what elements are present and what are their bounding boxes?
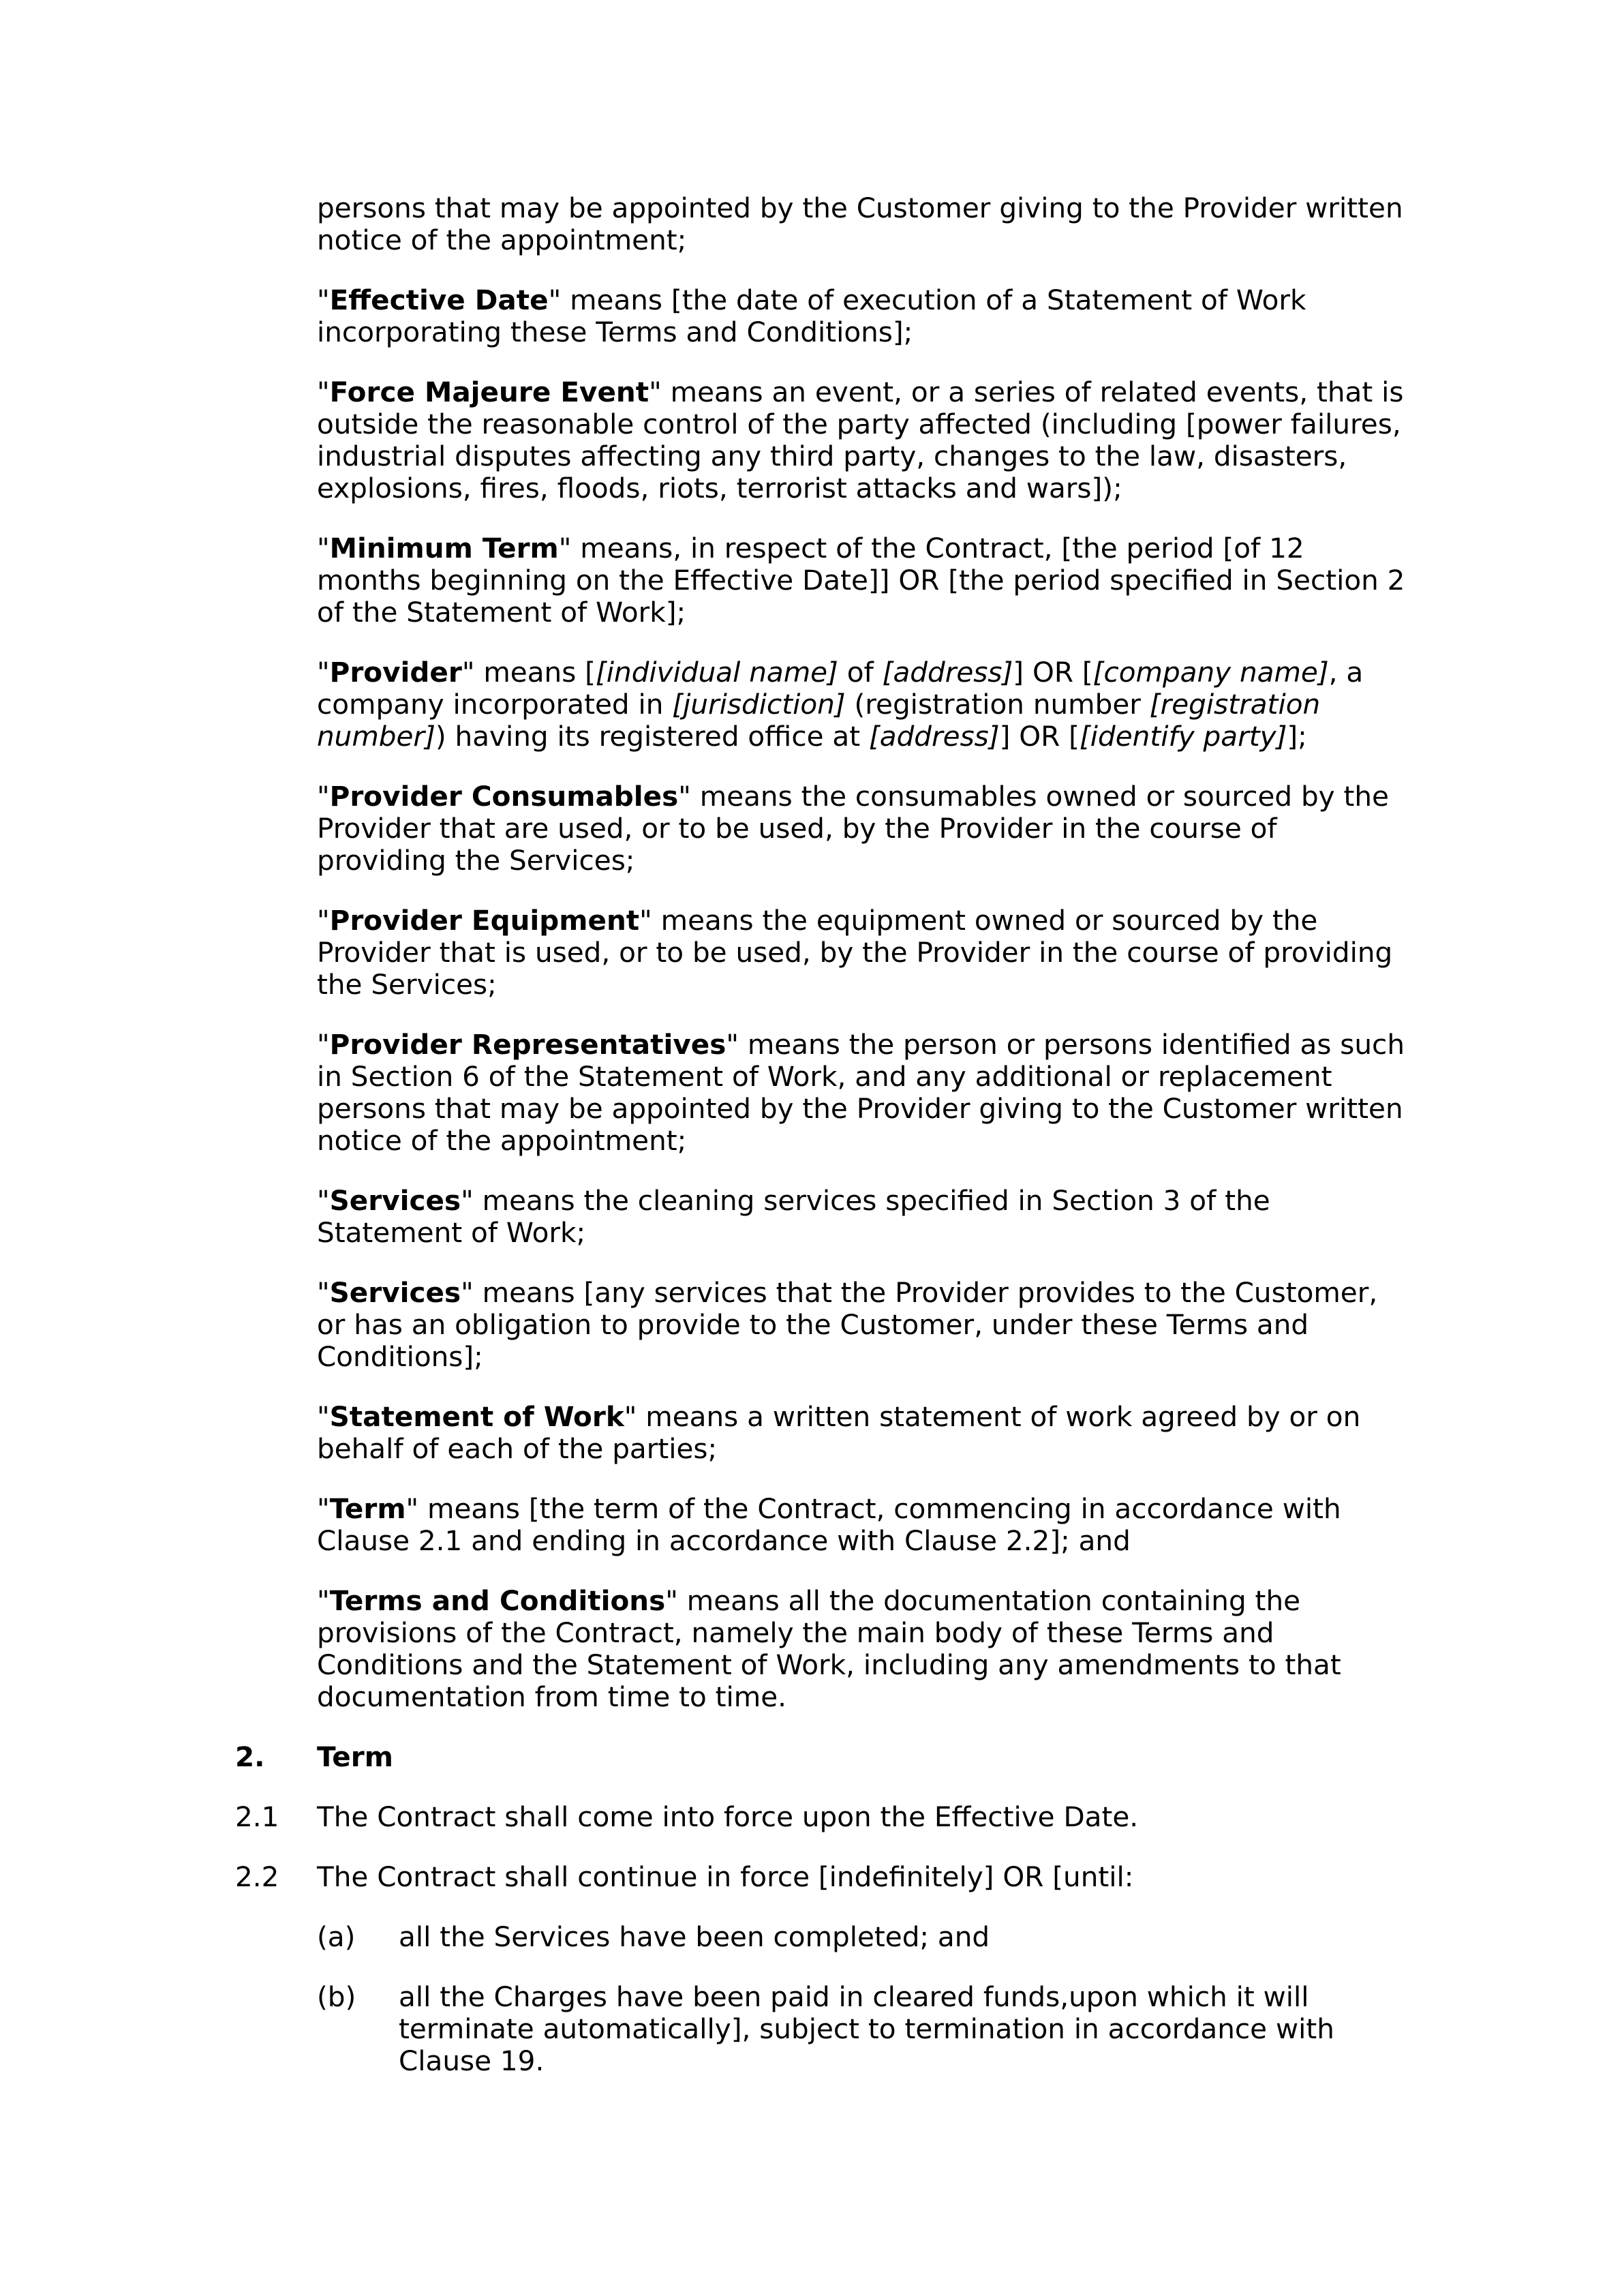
defined-term: Provider	[329, 656, 462, 689]
definition-text: ];	[1287, 720, 1307, 753]
definition-text: " means, in respect of the Contract, [the period [of 12 months beginning on the Effective Date]] OR [the period specified in Section 2 of the Statement of Work];	[317, 532, 1405, 629]
definition-provider-representatives: "Provider Representatives" means the person or persons identified as such in Section 6 of the Statement of Work, and any additional or replacement persons that may be appointed by the Provider giving to the Customer written notice of the appointment;	[317, 1028, 1405, 1157]
definition-terms-and-conditions: "Terms and Conditions" means all the documentation containing the provisions of the Contract, namely the main body of these Terms and Conditions and the Statement of Work, including any amendments to that documentation from time to time.	[317, 1584, 1341, 1713]
defined-term: Terms and Conditions	[329, 1584, 666, 1617]
definition-text: persons that may be appointed by the Customer giving to the Provider written notice of the appointment;	[317, 192, 1403, 256]
placeholder-text: [jurisdiction]	[672, 688, 846, 721]
definition-effective-date: "Effective Date" means [the date of execution of a Statement of Work incorporating these Terms and Conditions];	[317, 284, 1306, 348]
placeholder-text: [individual name]	[595, 656, 838, 689]
defined-term: Services	[329, 1184, 461, 1217]
definition-text: " means the equipment owned or sourced by the Provider that is used, or to be used, by the Provider in the course of providing the Services;	[317, 904, 1393, 1001]
defined-term: Term	[329, 1492, 406, 1525]
definition-provider-consumables: "Provider Consumables" means the consumables owned or sourced by the Provider that are used, or to be used, by the Provider in the course of providing the Services;	[317, 780, 1389, 877]
definition-text: " means all the documentation containing the provisions of the Contract, namely the main body of these Terms and Conditions and the Statement of Work, including any amendments to that documentation from time to time.	[317, 1584, 1341, 1713]
definition-text: " means the cleaning services specified in Section 3 of the Statement of Work;	[317, 1184, 1270, 1249]
placeholder-text: [address]	[868, 720, 1000, 753]
subclause-a	[317, 1920, 1407, 1953]
placeholder-text: [identify party]	[1079, 720, 1287, 753]
definition-text: " means [the date of execution of a Statement of Work incorporating these Terms and Conditions];	[317, 284, 1306, 348]
definition-text: ) having its registered office at	[435, 720, 869, 753]
defined-term: Provider Consumables	[329, 780, 679, 813]
section-number: 2.	[235, 1740, 265, 1773]
definition-text: " means the consumables owned or sourced by the Provider that are used, or to be used, by the Provider in the course of providing the Services;	[317, 780, 1389, 877]
definition-text: of	[838, 656, 883, 689]
document-body	[235, 192, 1407, 2105]
section-heading	[235, 1740, 1407, 1773]
definition-text: " means the person or persons identified as such in Section 6 of the Statement of Work, and any additional or replacement persons that may be appointed by the Provider giving to the Customer written notice of the appointment;	[317, 1028, 1405, 1157]
defined-term: Provider Representatives	[329, 1028, 726, 1061]
definition-text: " means a written statement of work agreed by or on behalf of each of the parties;	[317, 1400, 1361, 1465]
clause-number: 2.2	[235, 1860, 279, 1893]
definition-text: " means [	[461, 656, 596, 689]
definition-minimum-term: "Minimum Term" means, in respect of the Contract, [the period [of 12 months beginning on the Effective Date]] OR [the period specified in Section 2 of the Statement of Work];	[317, 532, 1405, 629]
definition-text: (registration number	[845, 688, 1150, 721]
placeholder-text: [address]	[882, 656, 1013, 689]
subclause-text: all the Charges have been paid in cleared funds,upon which it will terminate automatically], subject to termination in accordance with Clause 19.	[399, 1980, 1334, 2077]
definition-provider: "Provider" means [[individual name] of [address]] OR [[company name], a company incorporated in [jurisdiction] (registration number [registration number]) having its registered office at [address]] OR [[identify party]];	[317, 656, 1364, 753]
defined-term: Statement of Work	[329, 1400, 624, 1433]
defined-term: Effective Date	[329, 284, 549, 316]
defined-term: Minimum Term	[329, 532, 559, 564]
clause-2-2	[235, 1860, 1407, 1893]
subclause-label: (a)	[317, 1920, 356, 1953]
definition-continuation	[317, 192, 1407, 256]
definition-force-majeure-event: "Force Majeure Event" means an event, or a series of related events, that is outside the reasonable control of the party affected (including [power failures, industrial disputes affecting any third party, changes to the law, disasters, explosions, fires, floods, riots, terrorist attacks and wars]);	[317, 376, 1404, 504]
definition-text: ] OR [	[999, 720, 1080, 753]
definition-provider-equipment: "Provider Equipment" means the equipment owned or sourced by the Provider that is used, or to be used, by the Provider in the course of providing the Services;	[317, 904, 1393, 1001]
defined-term: Services	[329, 1276, 461, 1309]
placeholder-text: [registration number]	[317, 688, 1321, 753]
placeholder-text: [company name]	[1092, 656, 1329, 689]
definition-services-cleaning: "Services" means the cleaning services specified in Section 3 of the Statement of Work;	[317, 1184, 1270, 1249]
clause-text: The Contract shall come into force upon the Effective Date.	[317, 1800, 1139, 1833]
definition-statement-of-work: "Statement of Work" means a written statement of work agreed by or on behalf of each of the parties;	[317, 1400, 1361, 1465]
definition-text: " means [any services that the Provider provides to the Customer, or has an obligation to provide to the Customer, under these Terms and Conditions];	[317, 1276, 1378, 1373]
defined-term: Provider Equipment	[329, 904, 640, 937]
definition-text: ] OR [	[1013, 656, 1093, 689]
definition-text: " means an event, or a series of related events, that is outside the reasonable control of the party affected (including [power failures, industrial disputes affecting any third party, changes to the law, disasters, explosions, fires, floods, riots, terrorist attacks and wars]);	[317, 376, 1404, 504]
definition-term: "Term" means [the term of the Contract, commencing in accordance with Clause 2.1 and ending in accordance with Clause 2.2]; and	[317, 1492, 1341, 1557]
subclause-b	[317, 1980, 1407, 2077]
clause-number: 2.1	[235, 1800, 279, 1833]
clause-2-1	[235, 1800, 1407, 1833]
subclause-text: all the Services have been completed; and	[399, 1920, 990, 1953]
definition-services-general: "Services" means [any services that the Provider provides to the Customer, or has an obligation to provide to the Customer, under these Terms and Conditions];	[317, 1276, 1378, 1373]
section-title: Term	[317, 1740, 393, 1773]
defined-term: Force Majeure Event	[329, 376, 649, 408]
clause-text: The Contract shall continue in force [indefinitely] OR [until:	[317, 1860, 1134, 1893]
definition-text: , a company incorporated in	[317, 656, 1364, 721]
definition-text: " means [the term of the Contract, commencing in accordance with Clause 2.1 and ending in accordance with Clause 2.2]; and	[317, 1492, 1341, 1557]
subclause-label: (b)	[317, 1980, 356, 2013]
